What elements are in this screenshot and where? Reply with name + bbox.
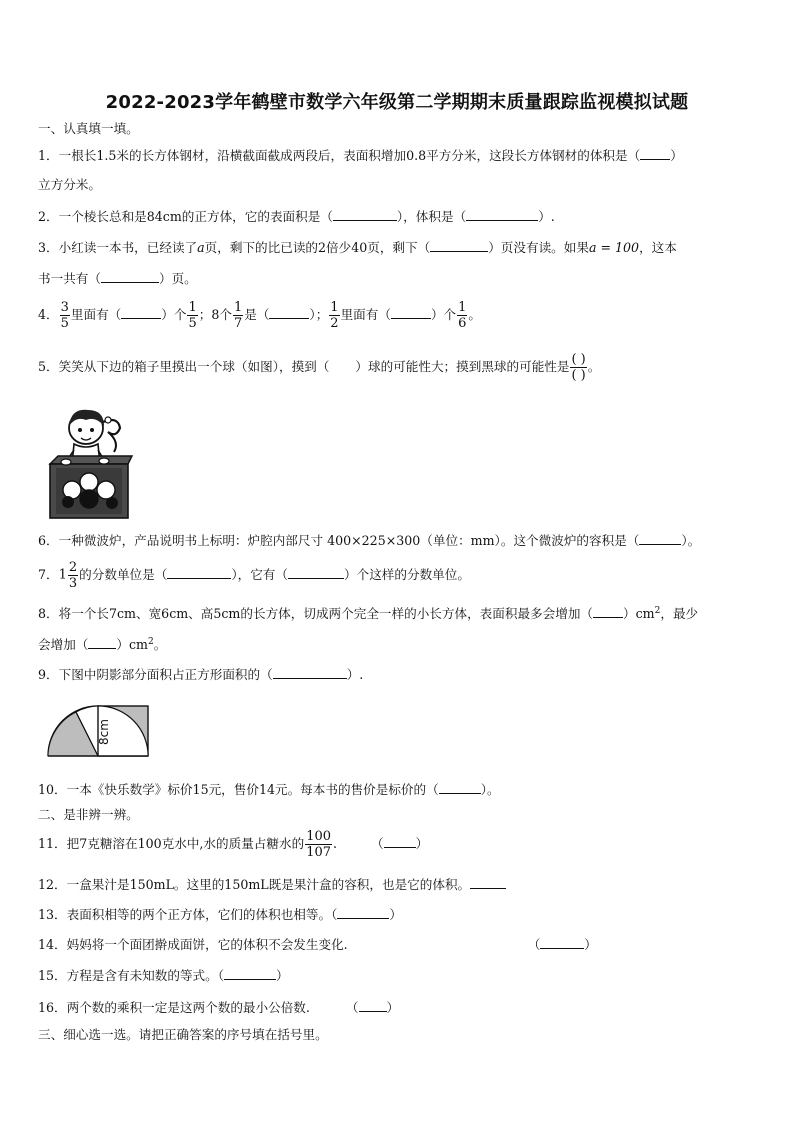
- question-3-cont: 书一共有（ ）页。: [38, 271, 197, 286]
- question-8: 8．将一个长7cm、宽6cm、高5cm的长方体，切成两个完全一样的小长方体，表面积最多会增加（ ）$cm^2$，最少: [38, 606, 699, 622]
- question-2: 2．一个棱长总和是84cm的正方体，它的表面积是（ ），体积是（ ）.: [38, 209, 555, 224]
- answer-blank[interactable]: [288, 565, 344, 579]
- answer-blank[interactable]: [439, 780, 481, 794]
- answer-blank[interactable]: [337, 905, 389, 919]
- question-10: 10．一本《快乐数学》标价15元，售价14元。每本书的售价是标价的（ ）。: [38, 782, 500, 797]
- question-7: 7．1 $\frac{2}{3}$ 的分数单位是（ ），它有（ ）个这样的分数单位。: [38, 560, 470, 591]
- question-13: 13．表面积相等的两个正方体，它们的体积也相等。（ ）: [38, 907, 402, 922]
- girl-with-ball-box-figure: [46, 402, 136, 522]
- section-2-heading: 二、是非辨一辨。: [38, 807, 139, 822]
- question-14: 14．妈妈将一个面团擀成面饼，它的体积不会发生变化. （ ）: [38, 937, 597, 952]
- fraction: $\frac{1}{2}$: [330, 300, 339, 331]
- question-15: 15．方程是含有未知数的等式。（ ）: [38, 968, 289, 983]
- shaded-area-figure: [46, 702, 152, 760]
- answer-blank[interactable]: [391, 305, 431, 319]
- question-12: 12．一盒果汁是150mL。这里的150mL既是果汁盒的容积，也是它的体积。: [38, 875, 506, 894]
- fraction: $\frac{1}{6}$: [458, 300, 467, 331]
- question-16: 16．两个数的乘积一定是这两个数的最小公倍数. （ ）: [38, 1000, 400, 1015]
- answer-blank[interactable]: [167, 565, 231, 579]
- answer-blank[interactable]: [224, 966, 276, 980]
- answer-blank[interactable]: [640, 146, 670, 160]
- fraction: $\frac{100}{107}$: [306, 829, 332, 860]
- question-11: 11．把7克糖溶在100克水中,水的质量占糖水的 $\frac{100}{107}$ . （ ）: [38, 829, 429, 860]
- answer-blank[interactable]: [540, 935, 584, 949]
- question-8-cont: 会增加（ ）$cm^2$。: [38, 637, 167, 653]
- answer-blank[interactable]: [121, 305, 161, 319]
- question-3: 3．小红读一本书，已经读了a页，剩下的比已读的2倍少40页，剩下（ ）页没有读。如果a = 100，这本: [38, 240, 677, 255]
- answer-blank[interactable]: [593, 604, 623, 618]
- answer-blank[interactable]: [466, 207, 538, 221]
- answer-blank[interactable]: [333, 207, 397, 221]
- answer-blank[interactable]: [470, 875, 506, 889]
- question-1: 1．一根长1.5米的长方体钢材，沿横截面截成两段后，表面积增加0.8平方分米，这段长方体钢材的体积是（ ）: [38, 148, 683, 163]
- answer-blank[interactable]: [384, 834, 416, 848]
- page-title: 2022-2023学年鹤壁市数学六年级第二学期期末质量跟踪监视模拟试题: [105, 92, 689, 113]
- question-6: 6．一种微波炉，产品说明书上标明：炉腔内部尺寸 400×225×300（单位：mm）。这个微波炉的容积是（ ）。: [38, 533, 701, 548]
- answer-blank[interactable]: [639, 531, 681, 545]
- fraction: $\frac{2}{3}$: [68, 560, 78, 591]
- question-1-cont: 立方分米。: [38, 177, 101, 192]
- answer-blank[interactable]: [88, 635, 116, 649]
- answer-blank[interactable]: [101, 269, 159, 283]
- answer-fraction[interactable]: $\frac{( )}{( )}$: [571, 352, 586, 383]
- fraction: $\frac{1}{5}$: [188, 300, 197, 331]
- fraction: $\frac{3}{5}$: [60, 300, 69, 331]
- answer-blank[interactable]: [359, 998, 387, 1012]
- question-5: 5．笑笑从下边的箱子里摸出一个球（如图），摸到（ ）球的可能性大；摸到黑球的可能性是 $\frac{( )}{( )}$ 。: [38, 352, 601, 383]
- answer-blank[interactable]: [273, 665, 347, 679]
- section-1-heading: 一、认真填一填。: [38, 121, 139, 136]
- question-9: 9．下图中阴影部分面积占正方形面积的（ ）.: [38, 667, 364, 682]
- question-4: 4． $\frac{3}{5}$ 里面有（ ）个 $\frac{1}{5}$ ；8个 $\frac{1}{7}$ 是（ ）； $\frac{1}{2}$ 里面有（ ）个 $\frac{1}{6}$ 。: [38, 300, 482, 331]
- fraction: $\frac{1}{7}$: [233, 300, 243, 331]
- figure-label: 8cm: [97, 719, 111, 745]
- answer-blank[interactable]: [269, 305, 309, 319]
- section-3-heading: 三、细心选一选。请把正确答案的序号填在括号里。: [38, 1027, 328, 1042]
- answer-blank[interactable]: [430, 238, 488, 252]
